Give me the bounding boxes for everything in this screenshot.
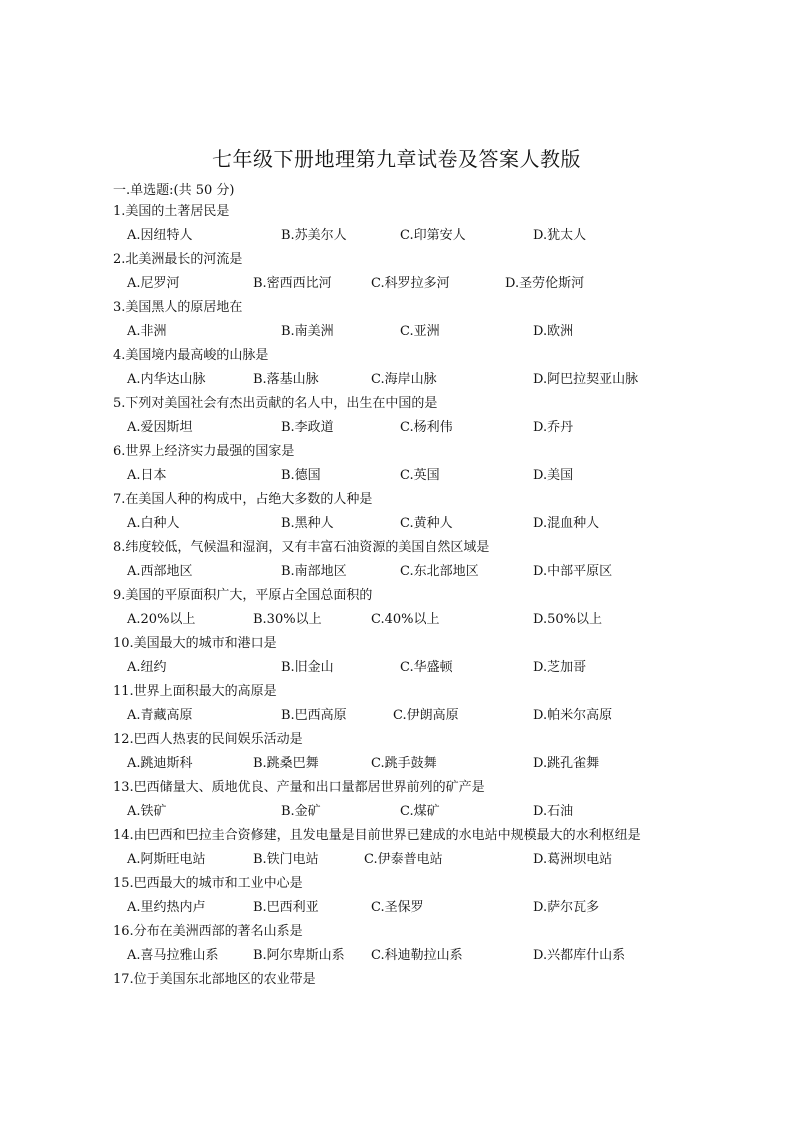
question-stem: 7.在美国人种的构成中，占绝大多数的人种是	[113, 492, 373, 507]
question-stem: 5.下列对美国社会有杰出贡献的名人中，出生在中国的是	[113, 396, 438, 411]
answer-option-a: A.内华达山脉	[127, 372, 206, 387]
answer-option-d: D.萨尔瓦多	[533, 900, 600, 915]
answer-option-c: C.科罗拉多河	[371, 276, 450, 291]
answer-option-a: A.阿斯旺电站	[127, 852, 206, 867]
answer-option-b: B.巴西高原	[281, 708, 347, 723]
question-stem: 14.由巴西和巴拉圭合资修建，且发电量是目前世界已建成的水电站中规模最大的水利枢纽是	[113, 828, 641, 843]
answer-option-c: C.华盛顿	[400, 660, 453, 675]
question-item	[113, 632, 713, 680]
answer-option-c: C.亚洲	[400, 324, 440, 339]
question-stem: 4.美国境内最高峻的山脉是	[113, 348, 269, 363]
question-stem: 9.美国的平原面积广大，平原占全国总面积的	[113, 588, 373, 603]
answer-option-d: D.乔丹	[533, 420, 574, 435]
answer-option-d: D.犹太人	[533, 228, 587, 243]
answer-option-d: D.石油	[533, 804, 574, 819]
question-stem: 10.美国最大的城市和港口是	[113, 636, 277, 651]
answer-option-c: C.科迪勒拉山系	[371, 948, 463, 963]
question-item	[113, 296, 713, 344]
answer-option-d: D.中部平原区	[533, 564, 613, 579]
answer-option-a: A.跳迪斯科	[127, 756, 193, 771]
answer-option-b: B.阿尔卑斯山系	[253, 948, 345, 963]
question-stem: 17.位于美国东北部地区的农业带是	[113, 972, 316, 987]
question-item	[113, 728, 713, 776]
question-stem: 6.世界上经济实力最强的国家是	[113, 444, 295, 459]
answer-option-a: A.纽约	[127, 660, 167, 675]
question-stem: 16.分布在美洲西部的著名山系是	[113, 924, 303, 939]
answer-option-a: A.里约热内卢	[127, 900, 206, 915]
page-title: 七年级下册地理第九章试卷及答案人教版	[212, 147, 581, 171]
question-item	[113, 248, 713, 296]
answer-option-b: B.苏美尔人	[281, 228, 347, 243]
answer-option-c: C.黄种人	[400, 516, 453, 531]
answer-option-b: B.铁门电站	[253, 852, 319, 867]
question-item	[113, 488, 713, 536]
answer-option-a: A.尼罗河	[127, 276, 180, 291]
answer-option-a: A.爱因斯坦	[127, 420, 193, 435]
answer-option-d: D.芝加哥	[533, 660, 587, 675]
answer-option-b: B.30%以上	[253, 612, 322, 627]
answer-option-b: B.黑种人	[281, 516, 334, 531]
answer-option-a: A.西部地区	[127, 564, 193, 579]
question-item	[113, 440, 713, 488]
answer-option-b: B.德国	[281, 468, 321, 483]
question-stem: 11.世界上面积最大的高原是	[113, 684, 277, 699]
answer-option-d: D.帕米尔高原	[533, 708, 613, 723]
question-item	[113, 680, 713, 728]
question-stem: 8.纬度较低，气候温和湿润，又有丰富石油资源的美国自然区域是	[113, 540, 490, 555]
answer-option-c: C.煤矿	[400, 804, 440, 819]
answer-option-d: D.跳孔雀舞	[533, 756, 600, 771]
answer-option-d: D.葛洲坝电站	[533, 852, 613, 867]
question-item	[113, 584, 713, 632]
answer-option-d: D.兴都库什山系	[533, 948, 626, 963]
section-heading: 一.单选题:(共 50 分)	[113, 183, 235, 198]
answer-option-c: C.杨利伟	[400, 420, 453, 435]
question-stem: 13.巴西储量大、质地优良、产量和出口量都居世界前列的矿产是	[113, 780, 485, 795]
answer-option-b: B.密西西比河	[253, 276, 332, 291]
answer-option-b: B.旧金山	[281, 660, 334, 675]
question-stem: 12.巴西人热衷的民间娱乐活动是	[113, 732, 303, 747]
question-item	[113, 200, 713, 248]
answer-option-d: D.混血种人	[533, 516, 600, 531]
answer-option-d: D.圣劳伦斯河	[505, 276, 585, 291]
question-item	[113, 392, 713, 440]
question-item	[113, 824, 713, 872]
answer-option-b: B.金矿	[281, 804, 321, 819]
answer-option-a: A.20%以上	[127, 612, 196, 627]
question-stem: 2.北美洲最长的河流是	[113, 252, 243, 267]
answer-option-d: D.阿巴拉契亚山脉	[533, 372, 639, 387]
answer-option-b: B.巴西利亚	[253, 900, 319, 915]
answer-option-c: C.海岸山脉	[371, 372, 437, 387]
question-stem: 1.美国的土著居民是	[113, 204, 230, 219]
question-item	[113, 920, 713, 968]
answer-option-a: A.白种人	[127, 516, 180, 531]
answer-option-c: C.跳手鼓舞	[371, 756, 437, 771]
answer-option-a: A.因纽特人	[127, 228, 193, 243]
answer-option-c: C.伊朗高原	[393, 708, 459, 723]
answer-option-b: B.落基山脉	[253, 372, 319, 387]
question-stem: 3.美国黑人的原居地在	[113, 300, 243, 315]
question-list	[113, 200, 713, 1016]
question-item	[113, 968, 713, 1016]
answer-option-d: D.欧洲	[533, 324, 574, 339]
answer-option-c: C.圣保罗	[371, 900, 424, 915]
question-item	[113, 536, 713, 584]
answer-option-c: C.印第安人	[400, 228, 466, 243]
answer-option-b: B.李政道	[281, 420, 334, 435]
answer-option-b: B.跳桑巴舞	[253, 756, 319, 771]
question-item	[113, 872, 713, 920]
answer-option-a: A.青藏高原	[127, 708, 193, 723]
answer-option-c: C.40%以上	[371, 612, 440, 627]
answer-option-c: C.东北部地区	[400, 564, 479, 579]
answer-option-a: A.铁矿	[127, 804, 167, 819]
question-item	[113, 776, 713, 824]
question-item	[113, 344, 713, 392]
answer-option-d: D.50%以上	[533, 612, 602, 627]
answer-option-a: A.喜马拉雅山系	[127, 948, 219, 963]
answer-option-b: B.南美洲	[281, 324, 334, 339]
answer-option-d: D.美国	[533, 468, 574, 483]
answer-option-c: C.伊泰普电站	[364, 852, 443, 867]
answer-option-a: A.非洲	[127, 324, 167, 339]
answer-option-b: B.南部地区	[281, 564, 347, 579]
answer-option-a: A.日本	[127, 468, 167, 483]
answer-option-c: C.英国	[400, 468, 440, 483]
question-stem: 15.巴西最大的城市和工业中心是	[113, 876, 303, 891]
